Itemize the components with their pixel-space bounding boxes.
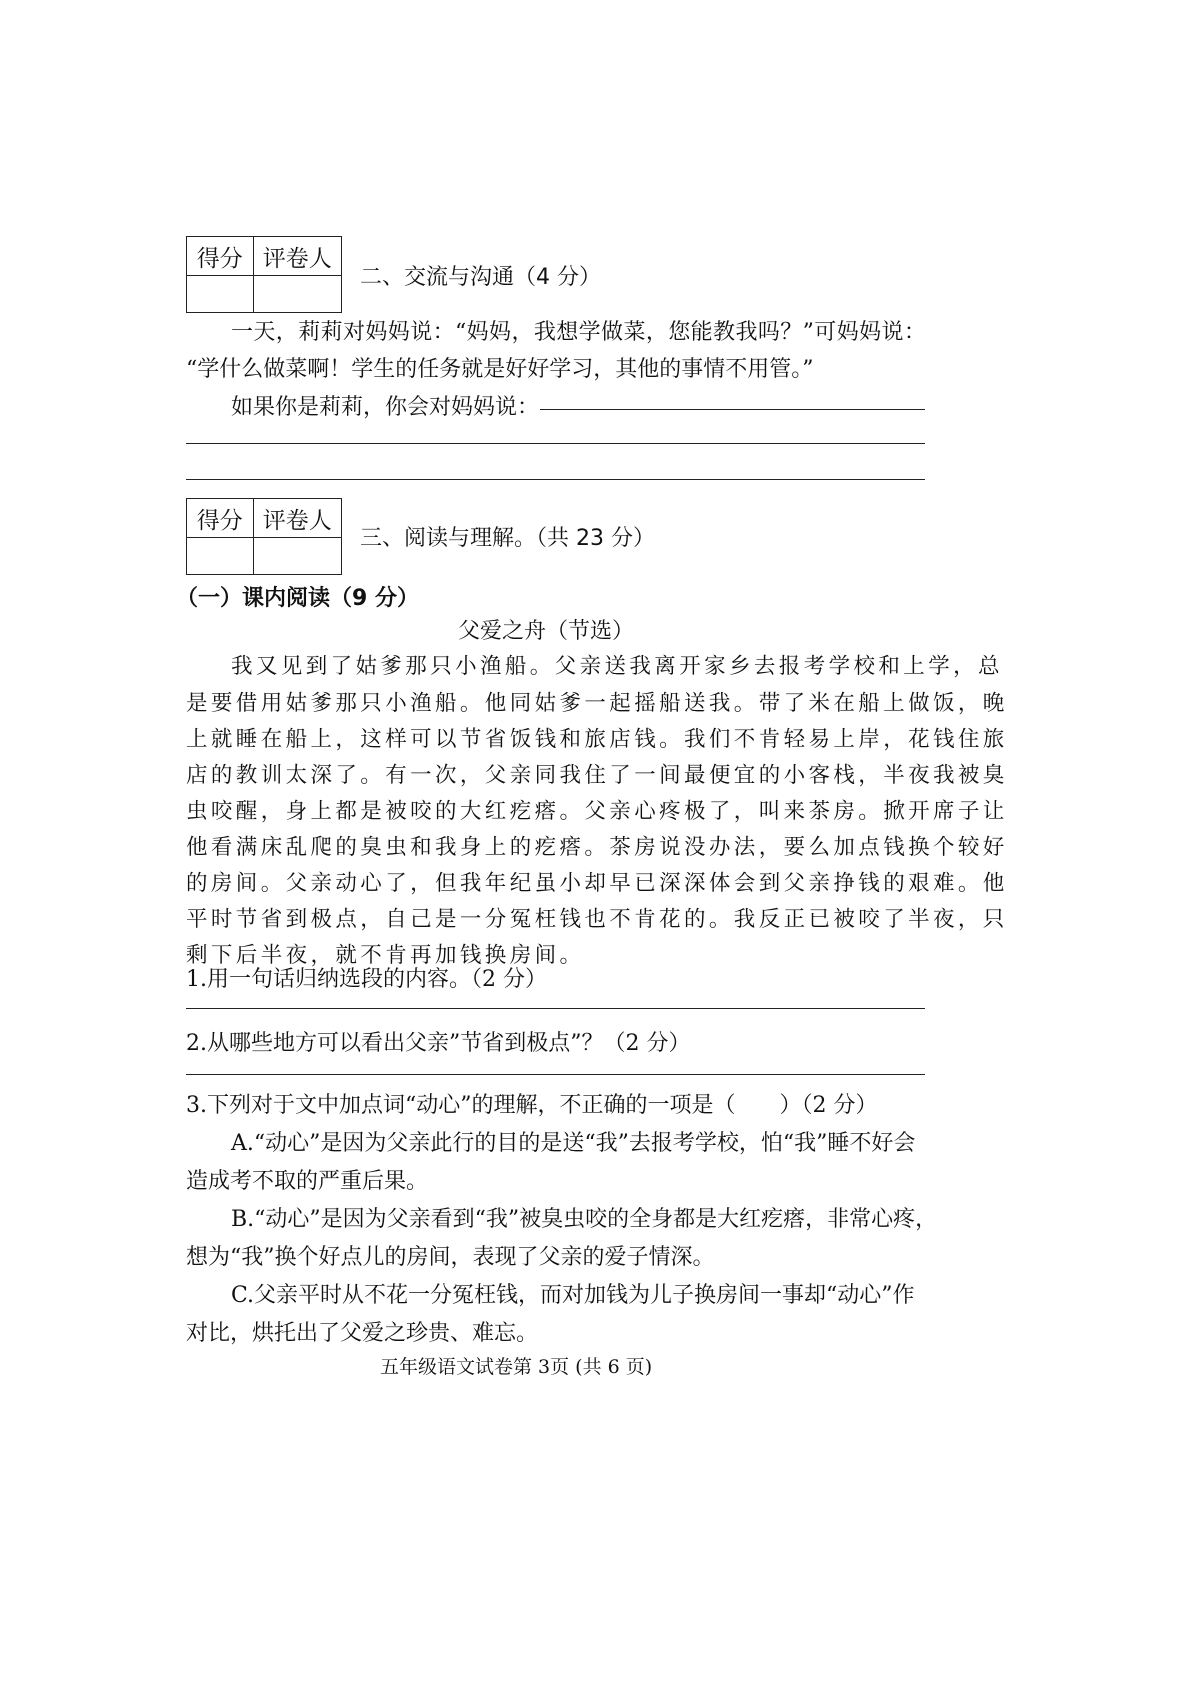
passage-line: 虫咬醒，身上都是被咬的大红疙瘩。父亲心疼极了，叫来茶房。掀开席子让 bbox=[186, 799, 1008, 824]
passage-line: 平时节省到极点，自己是一分冤枉钱也不肯花的。我反正已被咬了半夜，只 bbox=[186, 907, 1008, 932]
answer-line-q1[interactable] bbox=[186, 1008, 925, 1009]
passage-title: 父爱之舟（节选） bbox=[458, 619, 635, 644]
score-cell[interactable] bbox=[187, 276, 254, 313]
passage-line: 上就睡在船上，这样可以节省饭钱和旅店钱。我们不肯轻易上岸，花钱住旅 bbox=[186, 727, 1008, 752]
response-prompt: 如果你是莉莉，你会对妈妈说： bbox=[231, 395, 540, 420]
grader-cell[interactable] bbox=[253, 276, 341, 313]
option-c-line-2: 对比，烘托出了父爱之珍贵、难忘。 bbox=[186, 1321, 539, 1346]
answer-line-3[interactable] bbox=[186, 479, 925, 480]
passage-line: 店的教训太深了。有一次，父亲同我住了一间最便宜的小客栈，半夜我被臭 bbox=[186, 763, 1008, 788]
answer-line-2[interactable] bbox=[186, 443, 925, 444]
option-c-line-1[interactable]: C.父亲平时从不花一分冤枉钱，而对加钱为儿子换房间一事却“动心”作 bbox=[231, 1283, 915, 1308]
option-b-line-2: 想为“我”换个好点儿的房间，表现了父亲的爱子情深。 bbox=[186, 1245, 715, 1270]
score-cell[interactable] bbox=[187, 538, 254, 575]
page-footer: 五年级语文试卷第 3页 (共 6 页) bbox=[380, 1356, 653, 1378]
question-3: 3.下列对于文中加点词“动心”的理解，不正确的一项是（ ）（2 分） bbox=[186, 1093, 878, 1118]
passage-line: 我又见到了姑爹那只小渔船。父亲送我离开家乡去报考学校和上学，总 bbox=[231, 654, 1003, 679]
passage-line: 他看满床乱爬的臭虫和我身上的疙瘩。茶房说没办法，要么加点钱换个较好 bbox=[186, 835, 1008, 860]
answer-line-q2[interactable] bbox=[186, 1074, 925, 1075]
dialogue-line-2: “学什么做菜啊！学生的任务就是好好学习，其他的事情不用管。” bbox=[186, 357, 814, 382]
grader-cell[interactable] bbox=[253, 538, 341, 575]
score-table-section2 bbox=[186, 236, 342, 313]
grader-header: 评卷人 bbox=[253, 499, 341, 538]
dialogue-line-1: 一天，莉莉对妈妈说：“妈妈，我想学做菜，您能教我吗？”可妈妈说： bbox=[231, 320, 927, 345]
question-1: 1.用一句话归纳选段的内容。（2 分） bbox=[186, 967, 547, 992]
passage-line: 剩下后半夜，就不肯再加钱换房间。 bbox=[186, 943, 585, 968]
passage-line: 是要借用姑爹那只小渔船。他同姑爹一起摇船送我。带了米在船上做饭，晚 bbox=[186, 691, 1008, 716]
answer-line-1[interactable] bbox=[540, 409, 925, 410]
question-2: 2.从哪些地方可以看出父亲”节省到极点”？（2 分） bbox=[186, 1031, 691, 1056]
passage-line: 的房间。父亲动心了，但我年纪虽小却早已深深体会到父亲挣钱的艰难。他 bbox=[186, 871, 1008, 896]
section3-title: 三、阅读与理解。（共 23 分） bbox=[360, 526, 655, 551]
section2-title: 二、交流与沟通（4 分） bbox=[360, 265, 601, 290]
subsection-title: （一）课内阅读（9 分） bbox=[176, 586, 419, 611]
option-a-line-1[interactable]: A.“动心”是因为父亲此行的目的是送“我”去报考学校，怕“我”睡不好会 bbox=[231, 1131, 916, 1156]
score-header: 得分 bbox=[187, 237, 254, 276]
option-a-line-2: 造成考不取的严重后果。 bbox=[186, 1169, 429, 1194]
score-header: 得分 bbox=[187, 499, 254, 538]
score-table-section3 bbox=[186, 498, 342, 575]
option-b-line-1[interactable]: B.“动心”是因为父亲看到“我”被臭虫咬的全身都是大红疙瘩，非常心疼， bbox=[231, 1207, 938, 1232]
grader-header: 评卷人 bbox=[253, 237, 341, 276]
